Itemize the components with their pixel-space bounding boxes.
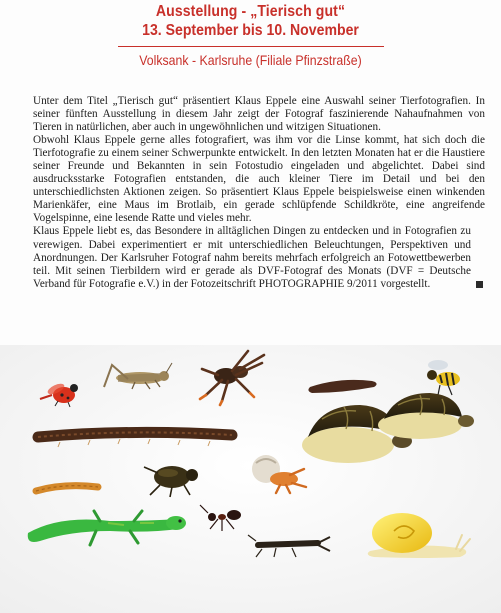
exhibition-title: Ausstellung - „Tierisch gut“ bbox=[155, 3, 346, 20]
article-paragraph-3: Klaus Eppele liebt es, das Besondere in alltäglichen Dingen zu entdecken und in Fotografien zu verewigen. Dabei experimentiert er mit unterschiedlichen Beleuchtungen, Perspektiven und Anordnungen. Der Karlsruher Fotograf nahm bereits mehrfach erfolgreich an Fotowettbewerben teil. Mit seinen Tierbildern wird er gerade als DVF-Fotograf des Monats (DVF = Deutsche Verband für Fotografie e.V.) in der Fotozeitschrift PHOTOGRAPHIE 9/2011 vorgestellt. bbox=[33, 225, 471, 290]
exhibition-dates: 13. September bis 10. November bbox=[142, 22, 359, 39]
animal-photo bbox=[0, 345, 501, 613]
end-of-article-mark bbox=[476, 281, 483, 288]
article-paragraph-2: Obwohl Klaus Eppele gerne alles fotografiert, was ihm vor die Linse kommt, hat sich doch die Tierfotografie zu einem seiner Schwerpunkte entwickelt. In den letzten Monaten hat er die Haustiere seiner Freunde und Bekannten in sein Fotostudio eingeladen und abgelichtet. Dabei sind ausdrucksstarke Fotografien entstanden, die auch kleiner Tiere im Detail und bei den unterschiedlichsten Aktionen zeigen. So präsentiert Klaus Eppele beispielsweise einen winkenden Marienkäfer, eine Maus im Brotlaib, ein gerade schlüpfende Schildkröte, eine angreifende Vogelspinne, eine lesende Ratte und vieles mehr. bbox=[33, 134, 485, 225]
article-body bbox=[33, 95, 485, 291]
exhibition-venue: Volksank - Karlsruhe (Filiale Pfinzstraße) bbox=[139, 52, 362, 68]
header-divider bbox=[118, 46, 384, 47]
article-paragraph-1: Unter dem Titel „Tierisch gut“ präsentiert Klaus Eppele eine Auswahl seiner Tierfotografien. In seiner fünften Ausstellung in diesem Jahr zeigt der Fotograf faszinierende Nahaufnahmen von Tieren in natürlichen, aber auch in ungewöhnlichen und witzigen Situationen. bbox=[33, 95, 485, 134]
